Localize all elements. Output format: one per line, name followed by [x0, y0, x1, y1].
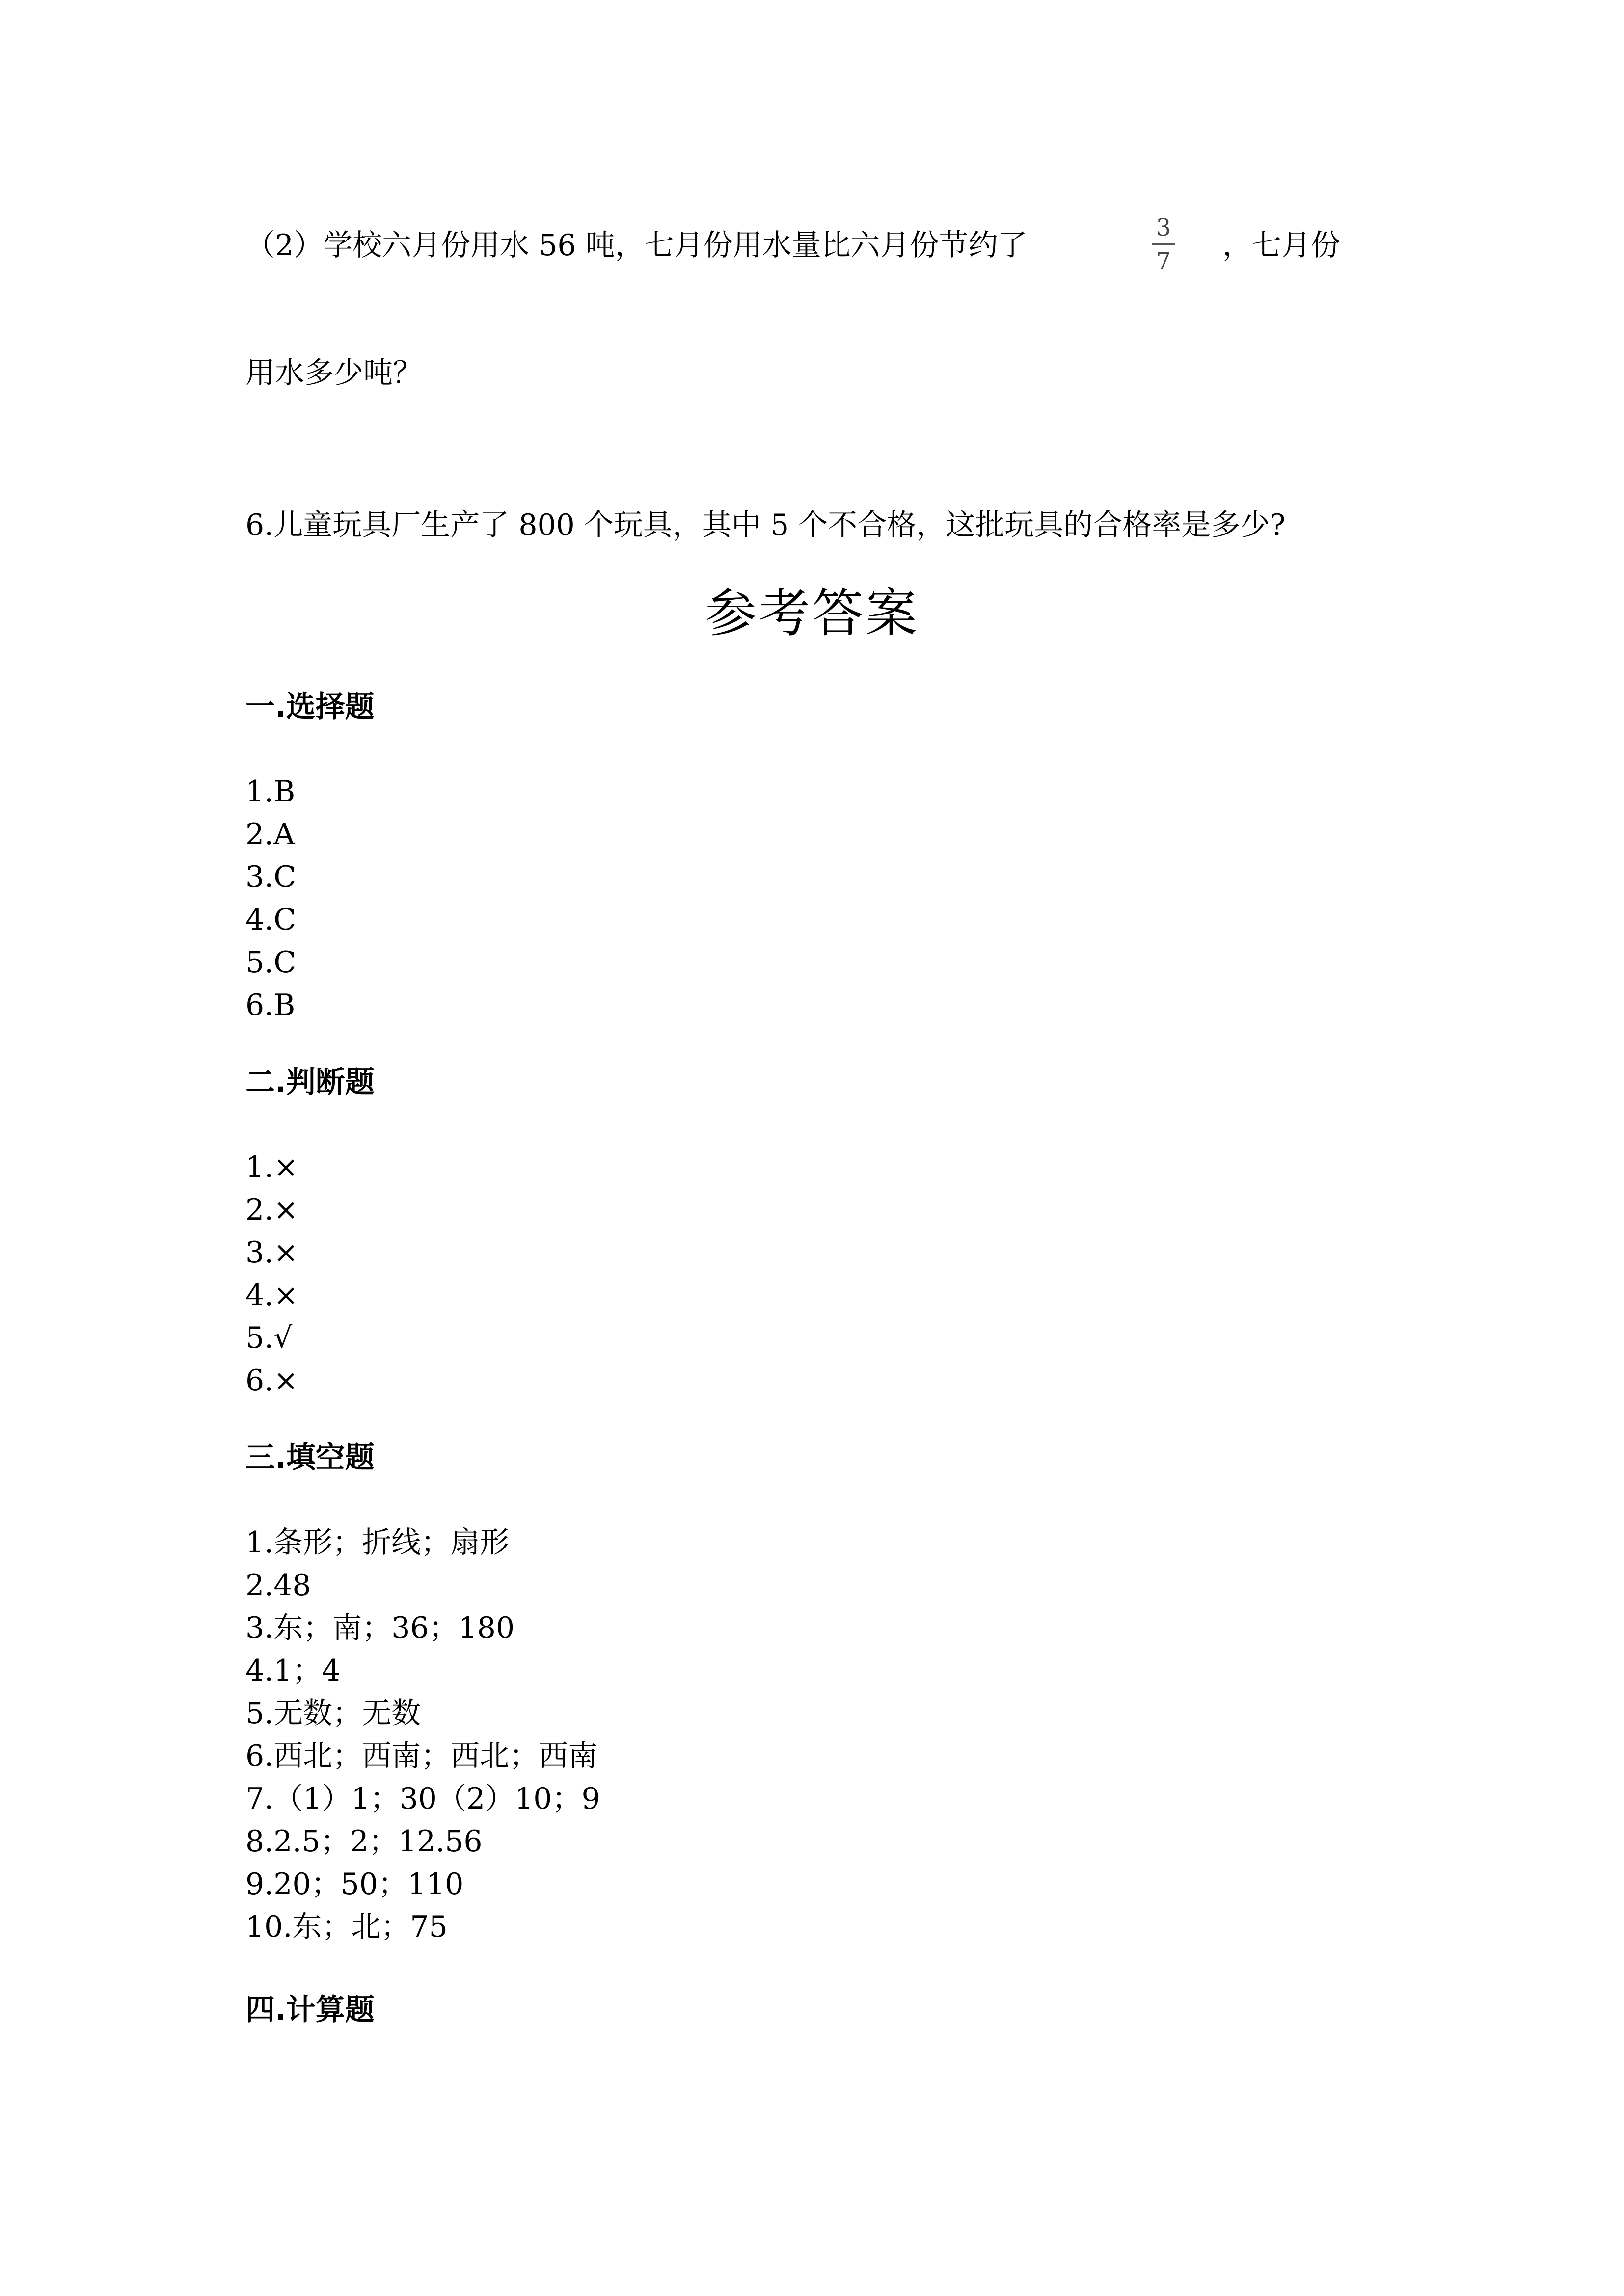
answer-item: 3.C — [245, 860, 297, 894]
answer-item: 6.B — [245, 988, 296, 1022]
answer-item: 10.东；北；75 — [245, 1910, 448, 1944]
question-5-2-text: （2）学校六月份用水 56 吨，七月份用水量比六月份节约了 — [245, 228, 1028, 263]
answer-item: 2.A — [245, 817, 295, 852]
answer-item: 1.B — [245, 774, 296, 809]
section-heading-calculation: 四.计算题 — [245, 1993, 375, 2027]
answer-item: 3.× — [245, 1235, 298, 1270]
answer-item: 2.× — [245, 1193, 298, 1227]
fraction-three-sevenths — [1149, 216, 1178, 273]
answer-item: 4.1；4 — [245, 1654, 341, 1688]
answer-item: 4.C — [245, 903, 297, 937]
answer-item: 5.C — [245, 945, 297, 980]
answer-list-judgement — [245, 1146, 298, 1402]
answer-item: 1.条形；折线；扇形 — [245, 1525, 510, 1560]
answer-item: 3.东；南；36；180 — [245, 1611, 515, 1645]
answer-list-fill-blank — [245, 1522, 600, 1949]
answer-item: 5.√ — [245, 1321, 293, 1355]
answer-item: 5.无数；无数 — [245, 1696, 421, 1731]
fraction-numerator: 3 — [1156, 214, 1171, 241]
question-5-2-text-line2: 用水多少吨？ — [245, 356, 422, 390]
question-5-2-text-tail: ，七月份 — [1222, 228, 1340, 263]
answers-title: 参考答案 — [704, 584, 919, 643]
answer-item: 4.× — [245, 1278, 298, 1312]
question-6-text: 6.儿童玩具厂生产了 800 个玩具，其中 5 个不合格，这批玩具的合格率是多少? — [245, 508, 1286, 542]
answer-item: 1.× — [245, 1150, 298, 1184]
fraction-denominator: 7 — [1156, 247, 1171, 275]
answer-item: 8.2.5；2；12.56 — [245, 1824, 483, 1859]
section-heading-choice: 一.选择题 — [245, 690, 375, 724]
answer-item: 6.西北；西南；西北；西南 — [245, 1739, 598, 1773]
fraction-bar — [1152, 243, 1175, 245]
answer-list-choice — [245, 771, 296, 1027]
section-heading-judgement: 二.判断题 — [245, 1065, 375, 1099]
section-heading-fill-blank: 三.填空题 — [245, 1441, 375, 1475]
answer-item: 2.48 — [245, 1568, 311, 1602]
answer-item: 9.20；50；110 — [245, 1867, 464, 1901]
answer-item: 6.× — [245, 1363, 298, 1398]
answer-item: 7.（1）1；30（2）10；9 — [245, 1782, 600, 1816]
